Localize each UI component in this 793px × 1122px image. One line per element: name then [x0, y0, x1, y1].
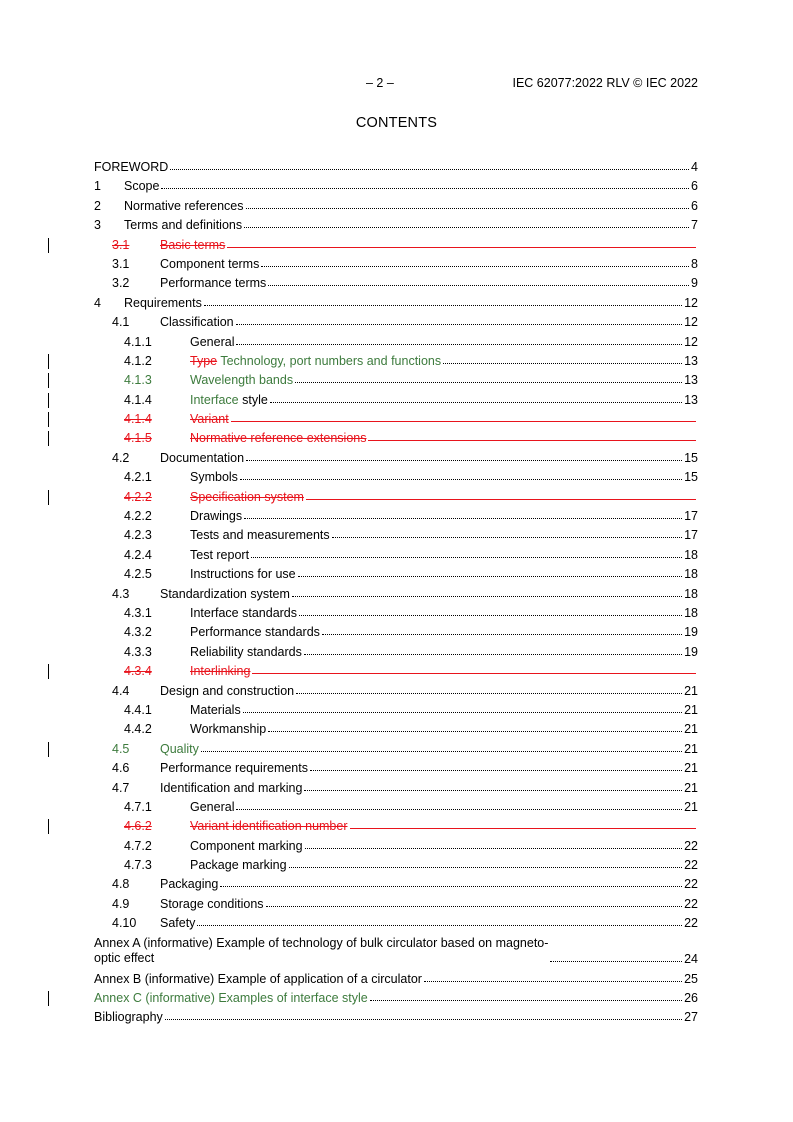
dot-leader — [220, 886, 682, 887]
dot-leader — [370, 1000, 682, 1001]
toc-page-number: 22 — [684, 877, 698, 892]
toc-title — [190, 354, 441, 368]
dot-leader — [322, 634, 682, 635]
change-bar — [48, 354, 49, 369]
toc-title: Reliability standards — [190, 644, 302, 659]
toc-title: Scope — [124, 179, 160, 194]
toc-entry[interactable] — [94, 409, 698, 428]
toc-number: 4.3.1 — [124, 605, 152, 620]
toc-entry[interactable] — [94, 254, 698, 273]
change-bar — [48, 490, 49, 505]
toc-title: FOREWORD — [94, 160, 169, 174]
toc-title: Interface standards — [190, 605, 298, 620]
toc-entry[interactable] — [94, 758, 698, 777]
toc-title: General — [190, 334, 235, 349]
dot-leader — [252, 673, 696, 674]
toc-entry[interactable] — [94, 390, 698, 409]
toc-title — [190, 393, 268, 407]
toc-title: Identification and marking — [160, 780, 303, 795]
dot-leader — [310, 770, 682, 771]
toc-page-number: 13 — [684, 353, 698, 368]
change-bar — [48, 819, 49, 834]
toc-title: Package marking — [190, 858, 287, 873]
toc-number: 3.2 — [112, 276, 130, 291]
toc-page-number: 7 — [691, 218, 698, 233]
toc-number: 4.7.3 — [124, 858, 152, 873]
toc-entry[interactable] — [94, 874, 698, 893]
dot-leader — [295, 382, 682, 383]
toc-page-number: 18 — [684, 547, 698, 562]
toc-entry[interactable] — [94, 293, 698, 312]
dot-leader — [268, 731, 682, 732]
toc-entry[interactable] — [94, 739, 698, 758]
toc-number: 4.2 — [112, 450, 130, 465]
change-bar — [48, 742, 49, 757]
toc-title: Performance terms — [160, 276, 267, 291]
dot-leader — [243, 712, 682, 713]
toc-entry[interactable] — [94, 855, 698, 874]
toc-entry[interactable] — [94, 370, 698, 389]
toc-entry[interactable] — [94, 176, 698, 195]
toc-page-number: 24 — [684, 951, 698, 966]
dot-leader — [424, 981, 682, 982]
toc-entry[interactable] — [94, 545, 698, 564]
toc-title: Specification system — [190, 489, 304, 504]
toc-title: Documentation — [160, 450, 245, 465]
toc-entry[interactable] — [94, 312, 698, 331]
toc-title: Variant identification number — [190, 819, 348, 834]
toc-number: 4.3 — [112, 586, 130, 601]
dot-leader — [332, 537, 682, 538]
toc-entry[interactable] — [94, 157, 698, 176]
toc-page-number: 25 — [684, 971, 698, 986]
dot-leader — [298, 576, 682, 577]
dot-leader — [197, 925, 682, 926]
toc-number: 4.1.5 — [124, 431, 152, 446]
toc-title-line2: optic effect — [94, 950, 155, 965]
toc-page-number: 12 — [684, 315, 698, 330]
toc-entry[interactable] — [94, 642, 698, 661]
toc-page-number: 21 — [684, 722, 698, 737]
change-bar — [48, 412, 49, 427]
toc-page-number: 12 — [684, 295, 698, 310]
toc-title: Normative reference extensions — [190, 431, 367, 446]
toc-number: 4.7 — [112, 780, 130, 795]
toc-entry[interactable] — [94, 836, 698, 855]
toc-entry[interactable] — [94, 564, 698, 583]
toc-title — [94, 936, 548, 966]
toc-number: 3.1 — [112, 256, 130, 271]
toc-entry[interactable] — [94, 969, 698, 988]
toc-title: Instructions for use — [190, 567, 296, 582]
dot-leader — [246, 208, 690, 209]
toc-entry[interactable] — [94, 584, 698, 603]
toc-number: 4.6.2 — [124, 819, 152, 834]
dot-leader — [292, 596, 682, 597]
toc-number: 4.1.4 — [124, 412, 152, 427]
toc-title: Normative references — [124, 198, 244, 213]
toc-title: Packaging — [160, 877, 219, 892]
dot-leader — [368, 440, 696, 441]
dot-leader — [161, 188, 689, 189]
toc-title: Design and construction — [160, 683, 295, 698]
toc-title: General — [190, 799, 235, 814]
page-title: CONTENTS — [355, 115, 438, 131]
toc-title-rest: style — [238, 392, 268, 407]
toc-title: Interlinking — [190, 664, 251, 679]
dot-leader — [305, 848, 683, 849]
toc-number: 3.1 — [112, 237, 130, 252]
toc-entry[interactable] — [94, 351, 698, 370]
toc-entry[interactable] — [94, 196, 698, 215]
dot-leader — [350, 828, 697, 829]
toc-number: 4.1.4 — [124, 392, 152, 407]
dot-leader — [236, 344, 682, 345]
standard-reference: IEC 62077:2022 RLV © IEC 2022 — [512, 76, 698, 90]
dot-leader — [289, 867, 683, 868]
dot-leader — [227, 247, 696, 248]
toc-entry[interactable] — [94, 467, 698, 486]
toc-page-number: 17 — [684, 528, 698, 543]
toc-number: 4.7.1 — [124, 799, 152, 814]
toc-title: Annex C (informative) Examples of interface style — [94, 991, 368, 1006]
toc-title: Requirements — [124, 295, 202, 310]
toc-number: 4 — [94, 295, 101, 310]
toc-page-number: 26 — [684, 991, 698, 1006]
toc-title: Tests and measurements — [190, 528, 330, 543]
toc-number: 2 — [94, 198, 101, 213]
toc-page-number: 22 — [684, 896, 698, 911]
added-text: Interface — [190, 392, 239, 407]
toc-number: 4.1.2 — [124, 353, 152, 368]
toc-title: Component marking — [190, 838, 303, 853]
toc-number: 4.1.1 — [124, 334, 152, 349]
toc-number: 4.3.3 — [124, 644, 152, 659]
toc-page-number: 19 — [684, 625, 698, 640]
toc-number: 4.4.2 — [124, 722, 152, 737]
toc-entry[interactable] — [94, 719, 698, 738]
toc-title: Storage conditions — [160, 896, 264, 911]
toc-entry[interactable] — [94, 1007, 698, 1026]
toc-title: Basic terms — [160, 237, 226, 252]
toc-entry[interactable] — [94, 332, 698, 351]
toc-title: Quality — [160, 741, 199, 756]
toc-entry[interactable] — [94, 273, 698, 292]
toc-number: 1 — [94, 179, 101, 194]
toc-title: Workmanship — [190, 722, 267, 737]
toc-entry[interactable] — [94, 603, 698, 622]
toc-entry[interactable] — [94, 448, 698, 467]
toc-page-number: 22 — [684, 858, 698, 873]
toc-number: 4.1.3 — [124, 373, 152, 388]
toc-entry[interactable] — [94, 525, 698, 544]
toc-entry[interactable] — [94, 428, 698, 447]
deleted-text: Type — [190, 353, 218, 368]
change-bar — [48, 431, 49, 446]
toc-title: Materials — [190, 702, 241, 717]
toc-entry[interactable] — [94, 913, 698, 932]
toc-page-number: 22 — [684, 838, 698, 853]
change-bar — [48, 373, 49, 388]
toc-page-number: 6 — [691, 198, 698, 213]
dot-leader — [244, 227, 689, 228]
toc-entry[interactable] — [94, 215, 698, 234]
toc-number: 4.5 — [112, 741, 130, 756]
change-bar — [48, 393, 49, 408]
toc-page-number: 6 — [691, 179, 698, 194]
toc-number: 4.2.2 — [124, 509, 152, 524]
toc-entry[interactable] — [94, 797, 698, 816]
dot-leader — [299, 615, 682, 616]
toc-entry[interactable] — [94, 988, 698, 1007]
toc-page-number: 21 — [684, 780, 698, 795]
toc-title: Drawings — [190, 509, 243, 524]
toc-page-number: 27 — [684, 1010, 698, 1025]
toc-number: 4.2.2 — [124, 489, 152, 504]
toc-number: 4.4.1 — [124, 702, 152, 717]
dot-leader — [306, 499, 696, 500]
toc-number: 4.6 — [112, 761, 130, 776]
toc-page-number: 9 — [691, 276, 698, 291]
toc-entry[interactable] — [94, 487, 698, 506]
toc-title: Safety — [160, 916, 196, 931]
toc-page-number: 15 — [684, 450, 698, 465]
dot-leader — [251, 557, 682, 558]
dot-leader — [246, 460, 682, 461]
toc-number: 4.8 — [112, 877, 130, 892]
toc-number: 4.10 — [112, 916, 137, 931]
table-of-contents — [94, 157, 698, 1027]
toc-title: Component terms — [160, 256, 260, 271]
toc-entry[interactable] — [94, 235, 698, 254]
toc-entry[interactable] — [94, 778, 698, 797]
dot-leader — [236, 324, 682, 325]
toc-page-number: 12 — [684, 334, 698, 349]
toc-page-number: 15 — [684, 470, 698, 485]
dot-leader — [296, 693, 682, 694]
toc-page-number: 18 — [684, 605, 698, 620]
dot-leader — [165, 1019, 682, 1020]
toc-page-number: 18 — [684, 567, 698, 582]
toc-number: 4.9 — [112, 896, 130, 911]
toc-page-number: 13 — [684, 392, 698, 407]
toc-number: 4.7.2 — [124, 838, 152, 853]
toc-page-number: 19 — [684, 644, 698, 659]
dot-leader — [201, 751, 682, 752]
toc-title: Annex B (informative) Example of application of a circulator — [94, 971, 422, 986]
toc-page-number: 21 — [684, 702, 698, 717]
toc-entry[interactable] — [94, 506, 698, 525]
dot-leader — [268, 285, 689, 286]
dot-leader — [550, 961, 682, 962]
toc-number: 4.2.4 — [124, 547, 152, 562]
toc-page-number: 18 — [684, 586, 698, 601]
page-number: – 2 – — [366, 76, 394, 90]
dot-leader — [270, 402, 682, 403]
dot-leader — [170, 169, 689, 170]
toc-number: 3 — [94, 218, 101, 233]
toc-page-number: 21 — [684, 741, 698, 756]
dot-leader — [240, 479, 682, 480]
toc-page-number: 13 — [684, 373, 698, 388]
toc-page-number: 21 — [684, 799, 698, 814]
toc-title: Test report — [190, 547, 250, 562]
toc-title: Variant — [190, 412, 229, 427]
toc-entry[interactable] — [94, 894, 698, 913]
toc-title: Wavelength bands — [190, 373, 294, 388]
toc-title-line1: Annex A (informative) Example of technology of bulk circulator based on magneto- — [94, 935, 549, 950]
toc-number: 4.3.2 — [124, 625, 152, 640]
toc-number: 4.4 — [112, 683, 130, 698]
toc-number: 4.2.1 — [124, 470, 152, 485]
dot-leader — [231, 421, 696, 422]
toc-page-number: 21 — [684, 683, 698, 698]
dot-leader — [261, 266, 689, 267]
toc-title: Bibliography — [94, 1010, 163, 1025]
toc-number: 4.3.4 — [124, 664, 152, 679]
toc-entry[interactable] — [94, 933, 698, 969]
toc-title: Performance standards — [190, 625, 320, 640]
toc-entry[interactable] — [94, 700, 698, 719]
added-text: Technology, port numbers and functions — [220, 353, 442, 368]
dot-leader — [244, 518, 682, 519]
dot-leader — [304, 654, 682, 655]
toc-entry[interactable] — [94, 661, 698, 680]
toc-entry[interactable] — [94, 681, 698, 700]
toc-title: Standardization system — [160, 586, 290, 601]
change-bar — [48, 664, 49, 679]
dot-leader — [304, 790, 682, 791]
toc-number: 4.2.5 — [124, 567, 152, 582]
toc-page-number: 22 — [684, 916, 698, 931]
toc-title: Symbols — [190, 470, 238, 485]
change-bar — [48, 238, 49, 253]
toc-entry[interactable] — [94, 622, 698, 641]
toc-number: 4.1 — [112, 315, 130, 330]
toc-page-number: 4 — [691, 160, 698, 174]
toc-title: Performance requirements — [160, 761, 308, 776]
toc-page-number: 8 — [691, 256, 698, 271]
toc-entry[interactable] — [94, 816, 698, 835]
toc-number: 4.2.3 — [124, 528, 152, 543]
dot-leader — [443, 363, 682, 364]
toc-title: Terms and definitions — [124, 218, 243, 233]
toc-title: Classification — [160, 315, 234, 330]
toc-page-number: 21 — [684, 761, 698, 776]
toc-page-number: 17 — [684, 509, 698, 524]
dot-leader — [236, 809, 682, 810]
dot-leader — [204, 305, 682, 306]
dot-leader — [266, 906, 683, 907]
change-bar — [48, 991, 49, 1006]
